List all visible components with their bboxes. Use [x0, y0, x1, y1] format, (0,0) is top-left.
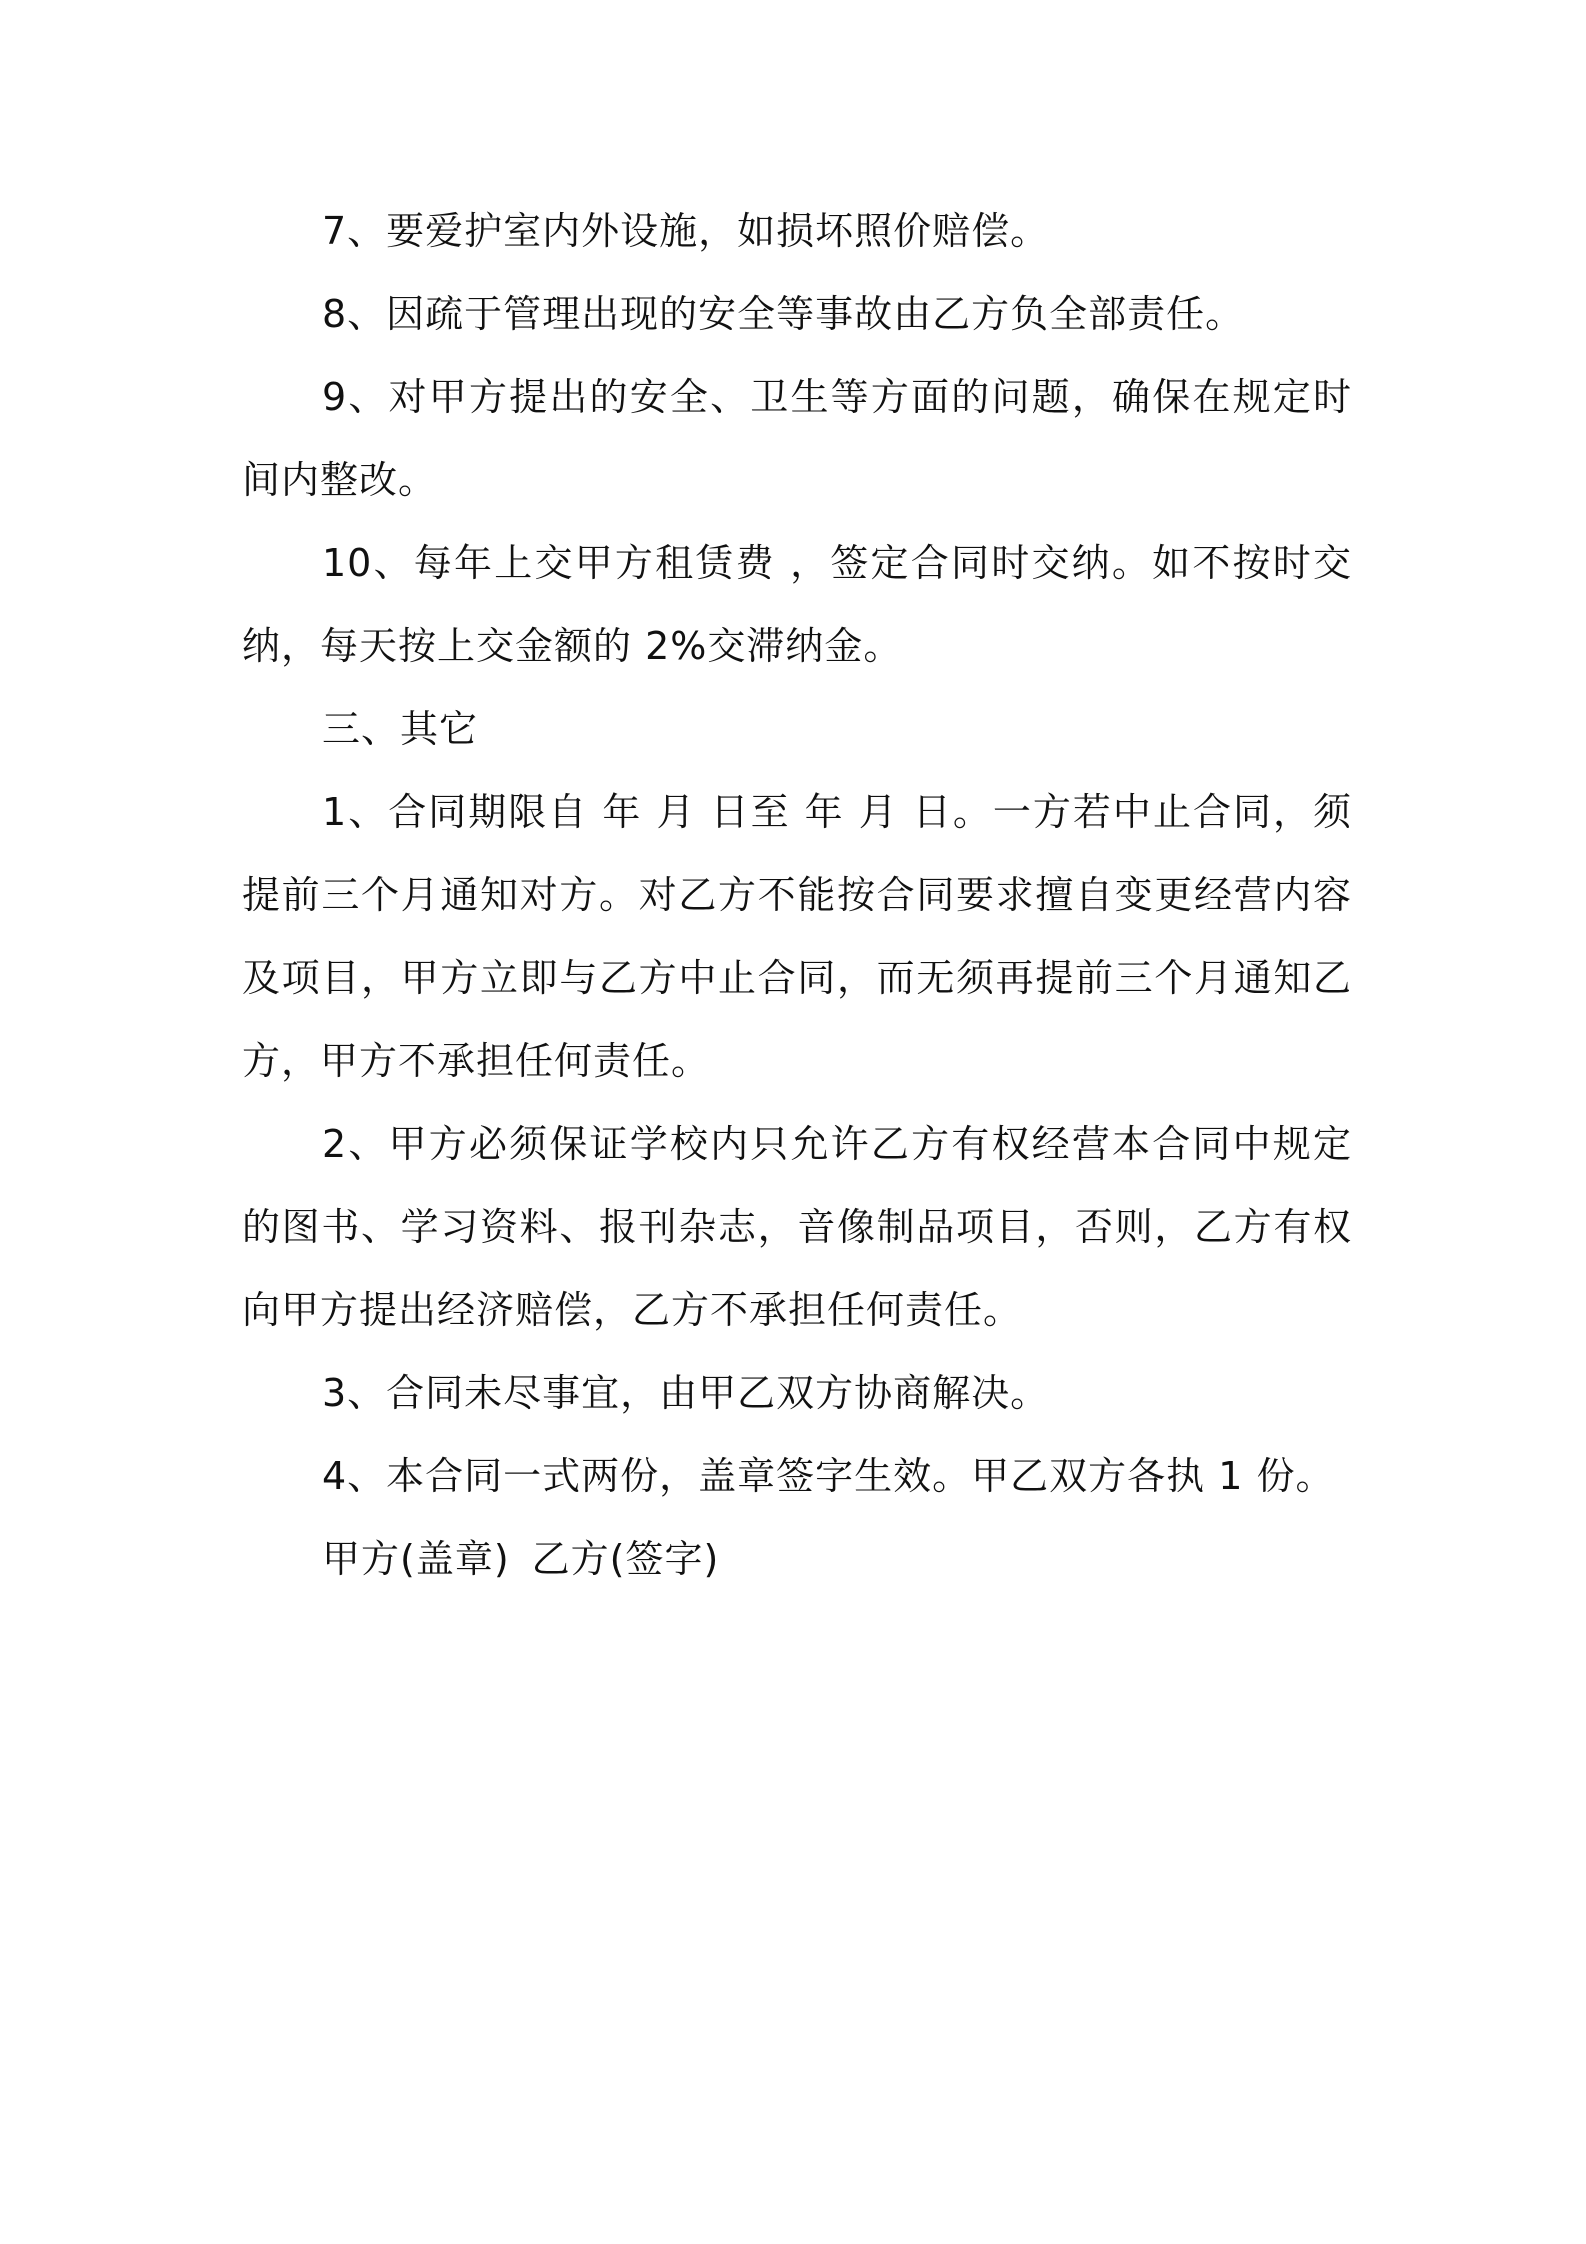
- section-heading-other: 三、其它: [322, 707, 479, 751]
- party-a-signature-label: 甲方(盖章): [322, 1537, 510, 1581]
- clause-7: 7、要爱护室内外设施，如损坏照价赔偿。: [322, 209, 1050, 253]
- other-clause-4: 4、本合同一式两份，盖章签字生效。甲乙双方各执 1 份。: [322, 1454, 1335, 1498]
- other-clause-2: 2、甲方必须保证学校内只允许乙方有权经营本合同中规定的图书、学习资料、报刊杂志，音像制品项目，否则，乙方有权向甲方提出经济赔偿，乙方不承担任何责任。: [242, 1122, 1352, 1332]
- clause-9: 9、对甲方提出的安全、卫生等方面的问题，确保在规定时间内整改。: [242, 375, 1352, 502]
- party-b-signature-label: 乙方(签字): [531, 1537, 720, 1581]
- clause-8: 8、因疏于管理出现的安全等事故由乙方负全部责任。: [322, 292, 1245, 336]
- other-clause-3: 3、合同未尽事宜，由甲乙双方协商解决。: [322, 1371, 1050, 1415]
- signature-line: [242, 1518, 1352, 1601]
- contract-body: [242, 190, 1352, 1601]
- other-clause-1: 1、合同期限自 年 月 日至 年 月 日。一方若中止合同，须提前三个月通知对方。对乙方不能按合同要求擅自变更经营内容及项目，甲方立即与乙方中止合同，而无须再提前三个月通知乙方，甲方不承担任何责任。: [242, 790, 1352, 1083]
- clause-10: 10、每年上交甲方租赁费 ，签定合同时交纳。如不按时交纳，每天按上交金额的 2%交滞纳金。: [242, 541, 1352, 668]
